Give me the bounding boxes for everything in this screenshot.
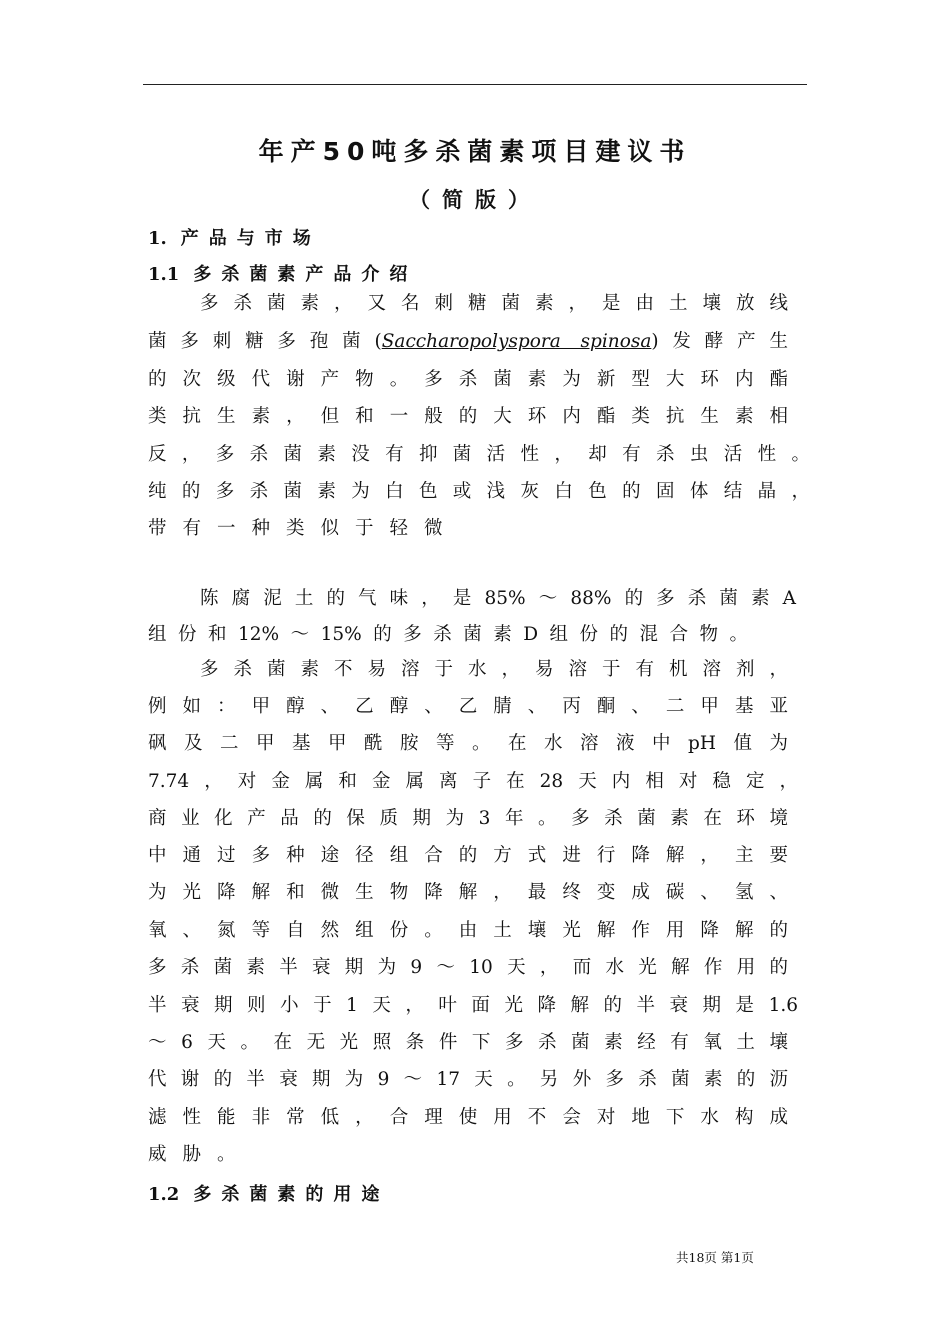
section-title: 多杀菌素的用途 (193, 1184, 390, 1205)
section-title: 多杀菌素产品介绍 (193, 264, 418, 285)
section-number: 1.2 (148, 1184, 180, 1205)
paragraph-line: 组份和12%～15%的多杀菌素D组份的混合物。 (148, 624, 748, 645)
document-subtitle: （简版） (409, 188, 541, 212)
section-heading-1-2 (148, 1180, 389, 1206)
paragraph-line: 陈腐泥土的气味，是85%～88%的多杀菌素A (200, 588, 796, 609)
paragraph-line: 威胁。 (148, 1144, 252, 1165)
paragraph-line: ～6天。在无光照条件下多杀菌素经有氧土壤 (148, 1032, 788, 1053)
section-number: 1.1 (148, 264, 180, 285)
paragraph-line: 7.74，对金属和金属离子在28天内相对稳定， (148, 771, 798, 792)
section-number: 1. (148, 228, 167, 249)
paragraph-line: 砜及二甲基甲酰胺等。在水溶液中pH值为 (148, 733, 788, 754)
paragraph-line: 氧、氮等自然组份。由土壤光解作用降解的 (148, 920, 788, 941)
document-title: 年产50吨多杀菌素项目建议书 (258, 137, 692, 166)
paragraph-line: 例如：甲醇、乙醇、乙腈、丙酮、二甲基亚 (148, 696, 788, 717)
paragraph-line: 多杀菌素，又名刺糖菌素，是由土壤放线 (200, 293, 788, 314)
paragraph-line: 滤性能非常低，合理使用不会对地下水构成 (148, 1107, 788, 1128)
paragraph-line: 多杀菌素不易溶于水，易溶于有机溶剂， (200, 659, 788, 680)
paragraph-line: 纯的多杀菌素为白色或浅灰白色的固体结晶， (148, 481, 810, 502)
paragraph-line: 为光降解和微生物降解，最终变成碳、氢、 (148, 882, 788, 903)
header-rule (143, 84, 807, 85)
paragraph-line: 中通过多种途径组合的方式进行降解，主要 (148, 845, 788, 866)
paragraph-line: 的次级代谢产物。多杀菌素为新型大环内酯 (148, 369, 788, 390)
paragraph-line: 代谢的半衰期为9～17天。另外多杀菌素的沥 (148, 1069, 788, 1090)
paragraph-line: 多杀菌素半衰期为9～10天，而水光解作用的 (148, 957, 788, 978)
page-footer: 共18页 第1页 (676, 1250, 754, 1265)
section-heading-1-1 (148, 260, 417, 286)
paragraph-line: 半衰期则小于1天，叶面光降解的半衰期是1.6 (148, 995, 798, 1016)
section-title: 产品与市场 (180, 228, 321, 249)
paragraph-line: 带有一种类似于轻微 (148, 518, 459, 539)
paragraph-line: 商业化产品的保质期为3年。多杀菌素在环境 (148, 808, 788, 829)
species-name: Saccharopolyspora spinosa (381, 331, 652, 352)
section-heading-1 (148, 224, 321, 250)
paragraph-line: 反，多杀菌素没有抑菌活性，却有杀虫活性。 (148, 444, 810, 465)
paragraph-line: 菌多刺糖多孢菌(Saccharopolyspora spinosa)发酵产生 (148, 331, 789, 352)
paragraph-line: 类抗生素，但和一般的大环内酯类抗生素相 (148, 406, 788, 427)
